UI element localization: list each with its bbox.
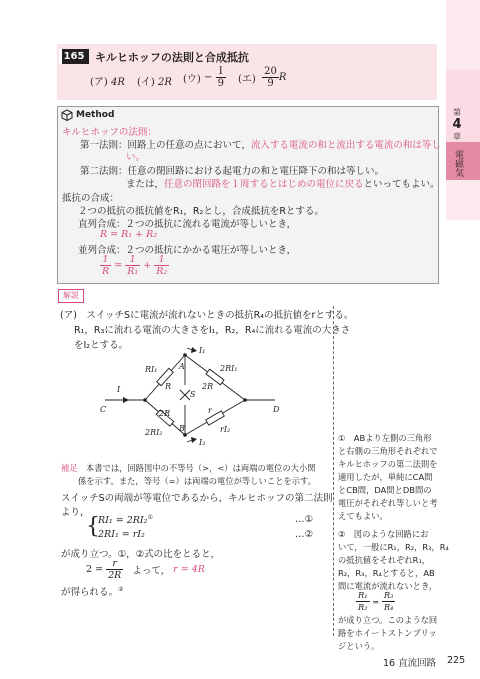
answer-a: (ア) 4R — [90, 77, 125, 88]
note-line-1: 補足 本書では，回路図中の不等号（>，<）は両端の電位の大小関 — [61, 463, 316, 473]
side-note-2-line-0: ② 図のような回路にお — [338, 529, 429, 539]
label-2R-upper: 2R — [202, 382, 214, 391]
body-line-4: が得られる。② — [61, 585, 124, 598]
label-2R-lower: 2R — [159, 409, 171, 418]
series-formula: R = R₁ + R₂ — [100, 229, 158, 240]
label-2RI1: 2RI₁ — [220, 364, 238, 373]
side-note-1-line-2: キルヒホッフの第二法則を — [338, 459, 438, 469]
tab-band-top — [446, 0, 480, 70]
node-D-dot — [243, 398, 247, 402]
equation-2: 2RI₁ = rI₂ — [98, 529, 145, 540]
body-line-1: スイッチSの両端が等電位であるから，キルヒホッフの第二法則 — [61, 493, 333, 504]
law2-alt: または，任意の閉回路を１周するとはじめの電位に戻るといってもよい。 — [126, 179, 440, 190]
column-divider — [333, 306, 334, 636]
law1-cont: い。 — [126, 152, 146, 163]
page-number: 225 — [447, 655, 466, 666]
chapter-label: 第 4 章 — [452, 108, 462, 141]
cube-icon — [61, 109, 73, 124]
side-note-1-line-4: とCB間，DA間とDB間の — [338, 485, 432, 495]
tab-band-low — [446, 180, 480, 220]
side-note-2-line-2: の抵抗値をそれぞれR₁， — [338, 555, 431, 565]
body-line-3: が成り立つ。①，②式の比をとると， — [61, 549, 221, 560]
solution-line-2: R₁，R₃に流れる電流の大きさをI₁，R₂，R₄に流れる電流の大きさ — [74, 325, 351, 336]
label-I2: I₂ — [199, 438, 206, 447]
parallel-rule: 並列合成：２つの抵抗にかかる電圧が等しいとき， — [78, 245, 297, 256]
side-note-1-line-0: ① ABより左側の三角形 — [338, 433, 432, 443]
node-A-dot — [183, 353, 187, 357]
side-note-2-tail-2: ジという。 — [338, 641, 380, 651]
arrow-I — [123, 397, 129, 403]
solution-line-3: をI₂とする。 — [74, 340, 129, 351]
answer-b: (イ) 2R — [137, 77, 172, 88]
combo-heading: 抵抗の合成： — [62, 193, 120, 204]
node-A: A — [179, 362, 185, 371]
side-note-1-line-5: 電圧がそれぞれ等しいと考 — [338, 498, 438, 508]
note-line-2: 係を示す。また，等号（=）は両端の電位が等しいことを示す。 — [78, 476, 316, 486]
problem-number-badge — [59, 49, 89, 64]
side-note-2-fraction: $\frac{\text{R₁}}{\text{R₂}}$ = $\frac{\text{R₃}}{\text{R₄}}$ — [358, 590, 394, 612]
side-note-2-tail-0: が成り立つ。このような回 — [338, 615, 438, 625]
series-rule: 直列合成：２つの抵抗に流れる電流が等しいとき， — [78, 219, 297, 230]
label-RI1: RI₁ — [145, 365, 158, 374]
label-I: I — [117, 385, 121, 394]
answer-d: (エ) $\frac{20}{9}$ R — [238, 66, 287, 89]
side-note-1-line-6: えてもよい。 — [338, 511, 388, 521]
node-B: B — [179, 424, 185, 433]
equation-1: RI₁ = 2RI₂① — [98, 514, 153, 527]
equation-1-tag: …① — [295, 514, 314, 525]
equation-brace: { — [86, 514, 100, 539]
bridge-circuit-diagram — [95, 340, 295, 460]
label-I1: I₁ — [199, 346, 206, 355]
node-D: D — [273, 405, 280, 414]
side-note-2-line-1: いて，一般にR₁，R₂，R₃，R₄ — [338, 542, 449, 552]
label-2RI2: 2RI₂ — [145, 428, 163, 437]
subject-label: 電磁気 — [453, 150, 463, 177]
problem-title: キルヒホッフの法則と合成抵抗 — [95, 51, 249, 64]
body-line-2: より， — [61, 507, 90, 518]
answer-c: (ウ) − $\frac{I}{9}$ — [183, 66, 224, 89]
ratio-equation: 2 = $\frac{r}{2R}$ よって， r = 4R — [86, 558, 205, 581]
parallel-formula: $\frac{1}{R}$ = $\frac{1}{\text{R₁}}$ + $\frac{1}{\text{R₂}}$ — [102, 254, 168, 277]
solution-tag: 解説 — [58, 289, 84, 303]
side-note-1-line-3: 適用したが，単純にCA間 — [338, 472, 433, 482]
side-note-2-tail-1: 路をホイートストンブリッ — [338, 628, 437, 638]
kirchhoff-heading: キルヒホッフの法則： — [62, 127, 157, 138]
node-B-dot — [183, 433, 187, 437]
footer-chapter: 16 直流回路 — [383, 658, 437, 669]
law2: 第二法則：任意の閉回路における起電力の和と電圧降下の和は等しい。 — [80, 166, 385, 177]
side-note-2-line-3: R₂，R₃，R₄とすると，AB — [338, 568, 435, 578]
label-R: R — [165, 382, 172, 391]
label-rI2: rI₂ — [220, 425, 231, 434]
solution-line-1: (ア) スイッチSに電流が流れないときの抵抗R₄の抵抗値をrとする。 — [60, 310, 354, 321]
label-r: r — [208, 406, 212, 415]
node-C: C — [100, 405, 107, 414]
side-note-2-line-4: 間に電流が流れないとき， — [338, 581, 438, 591]
problem-number: 165 — [63, 51, 85, 62]
side-note-1-line-1: と右側の三角形それぞれで — [338, 446, 438, 456]
combo-text: ２つの抵抗の抵抗値をR₁，R₂とし，合成抵抗をRとする。 — [78, 206, 324, 217]
label-switch: S — [190, 390, 196, 399]
law1: 第一法則：回路上の任意の点において，流入する電流の和と流出する電流の和は等し — [80, 140, 441, 151]
node-C-dot — [143, 398, 147, 402]
equation-2-tag: …② — [295, 529, 314, 540]
method-heading: Method — [76, 110, 115, 120]
